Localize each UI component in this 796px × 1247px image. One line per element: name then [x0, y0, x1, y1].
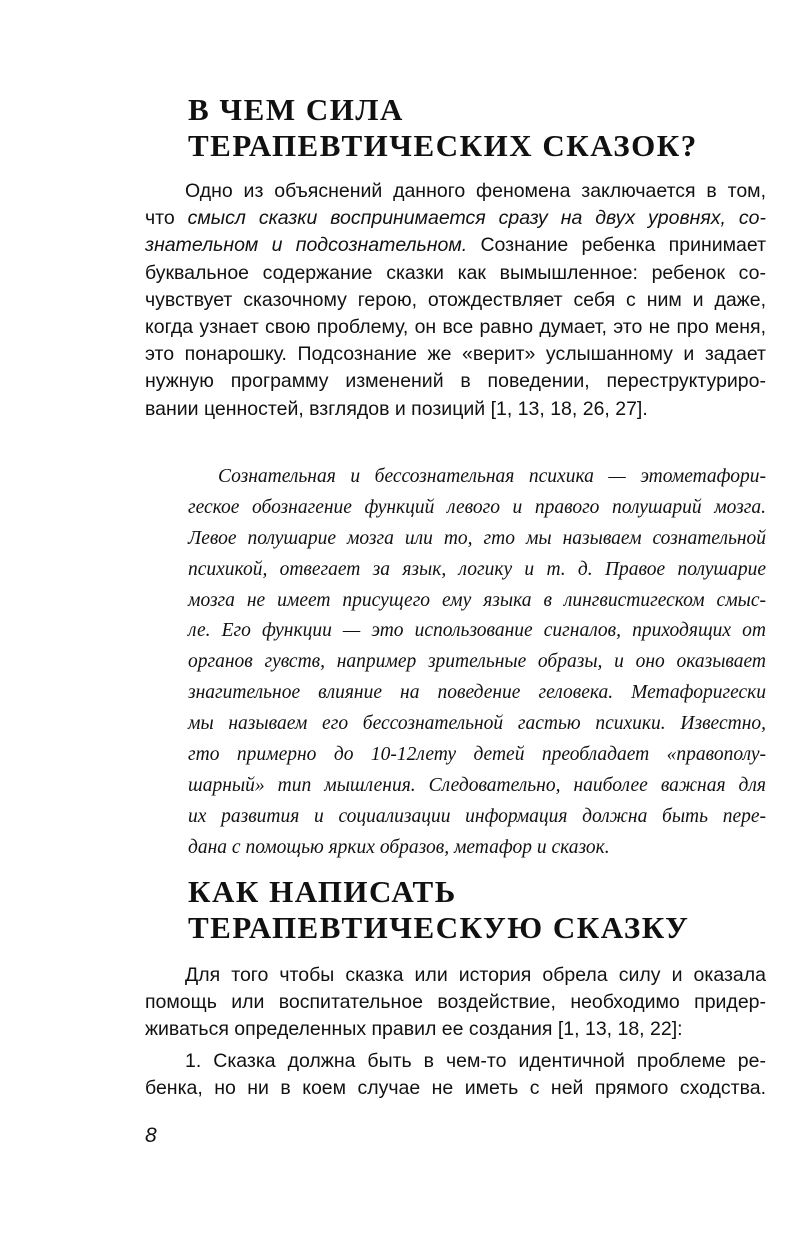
- text-line: это понарошку. Подсознание же «верит» услышанному и задает: [145, 343, 766, 366]
- text-line: Для того чтобы сказка или история обрела силу и оказала: [185, 964, 766, 986]
- text-line: Одно из объяснений данного феномена заключается в том,: [185, 180, 766, 202]
- quote-line: их развития и социализации информация должна быть пере-: [188, 805, 766, 827]
- heading-line: ТЕРАПЕВТИЧЕСКИХ СКАЗОК?: [188, 128, 698, 163]
- text-line: что смысл сказки воспринимается сразу на двух уровнях, со-: [145, 207, 766, 230]
- quote-line: психикой, отвегает за язык, логику и т. д. Правое полушарие: [188, 558, 766, 580]
- quote-line: мозга не имеет присущего ему языка в лингвистигеском смыс-: [188, 589, 766, 611]
- paragraph-explanation: [145, 178, 766, 423]
- section-heading-how-to-write: [188, 874, 689, 946]
- text-line: буквальное содержание сказки как вымышленное: ребенок со-: [145, 261, 766, 284]
- quote-line: геское обознагение функций левого и правого полушарий мозга.: [188, 496, 766, 518]
- text-line: живаться определенных правил ее создания [1, 13, 18, 22]:: [145, 1018, 683, 1041]
- text-line: помощь или воспитательное воздействие, необходимо придер-: [145, 991, 766, 1014]
- heading-line: ТЕРАПЕВТИЧЕСКУЮ СКАЗКУ: [188, 910, 690, 945]
- quote-line: знагительное влияние на поведение геловека. Метафоригески: [188, 682, 766, 704]
- text-line: нужную программу изменений в поведении, переструктуриро-: [145, 370, 766, 393]
- list-item-rule-1: [145, 1048, 766, 1102]
- text-line: когда узнает свою проблему, он все равно думает, это не про меня,: [145, 315, 766, 338]
- text-line: знательном и подсознательном. Сознание ребенка принимает: [145, 234, 766, 257]
- quote-line: гто примерно до 10-12лету детей преобладает «правополу-: [188, 744, 766, 766]
- text-line: бенка, но ни в коем случае не иметь с ней прямого сходства.: [145, 1077, 766, 1100]
- quote-line: Сознательная и бессознательная психика — этометафори-: [218, 466, 766, 487]
- page-number: 8: [145, 1124, 157, 1147]
- paragraph-rules-intro: [145, 962, 766, 1044]
- text-line: 1. Сказка должна быть в чем-то идентичной проблеме ре-: [185, 1050, 766, 1072]
- text-line: чувствует сказочному герою, отождествляет себя с ним и даже,: [145, 288, 766, 311]
- quote-line: ле. Его функции — это использование сигналов, приходящих от: [188, 620, 766, 642]
- section-heading-power-of-tales: [188, 92, 698, 164]
- quote-line: органов гувств, например зрительные образы, и оно оказывает: [188, 651, 766, 673]
- quote-line: шарный» тип мышления. Следовательно, наиболее важная для: [188, 774, 766, 796]
- quote-line: мы называем его бессознательной гастью психики. Известно,: [188, 713, 766, 735]
- heading-line: В ЧЕМ СИЛА: [188, 92, 404, 127]
- text-line: вании ценностей, взглядов и позиций [1, 13, 18, 26, 27].: [145, 397, 648, 420]
- heading-line: КАК НАПИСАТЬ: [188, 874, 457, 909]
- quote-line: Левое полушарие мозга или то, гто мы называем сознательной: [188, 527, 766, 549]
- quote-line: дана с помощью ярких образов, метафор и сказок.: [188, 836, 610, 858]
- italic-quote-block: [188, 462, 766, 864]
